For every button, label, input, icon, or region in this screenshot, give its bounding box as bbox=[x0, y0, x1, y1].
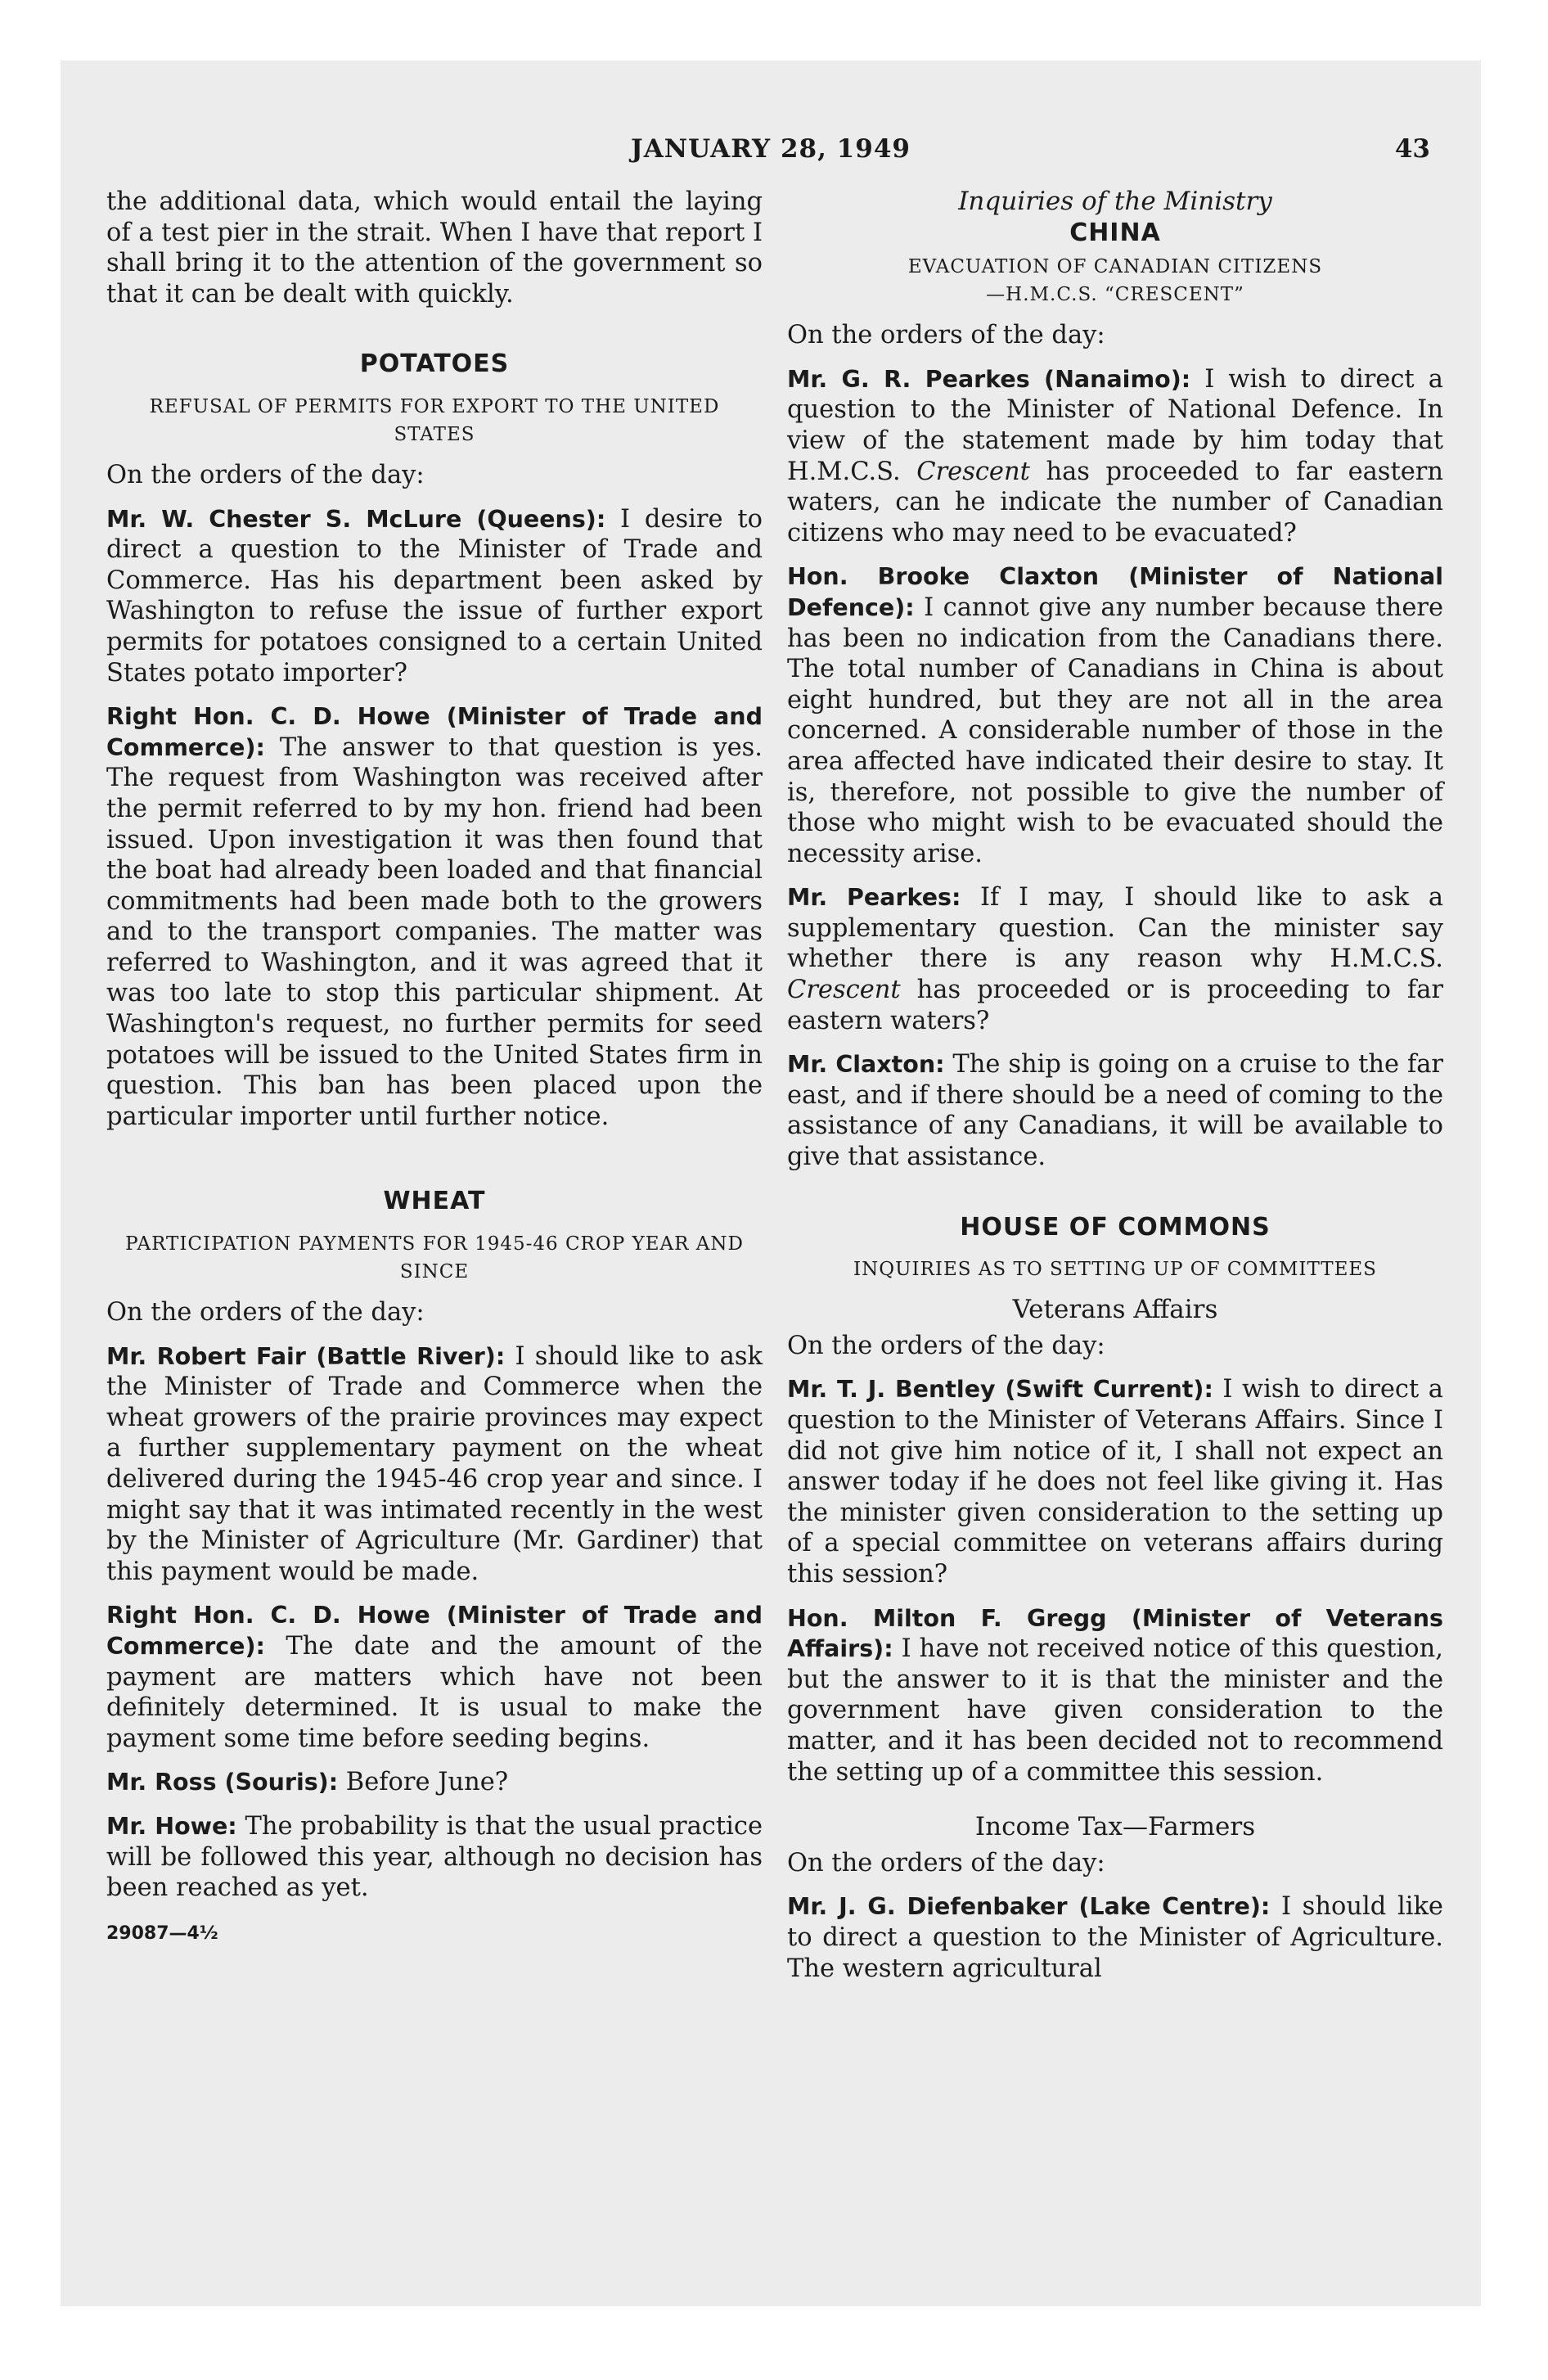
speaker-name: Mr. Robert Fair (Battle River): bbox=[106, 1342, 506, 1370]
speech-text: The answer to that question is yes. The request from Washington was received after the permit referred to by my hon. friend had been issued. Upon investigation it was then found that the boat had already been loaded and that financial commitments had been made both to the growers and to the transport companies. The matter was referred to Washington, and it was agreed that it was too late to stop this particular shipment. At Washington's request, no further permits for seed potatoes will be issued to the United States firm in question. This ban has been placed upon the particular importer until further notice. bbox=[106, 732, 763, 1131]
speech-claxton-reply bbox=[787, 1049, 1443, 1172]
speech-ross bbox=[106, 1767, 763, 1798]
subtitle-veterans-affairs: Veterans Affairs bbox=[1012, 1295, 1218, 1325]
subheading-potatoes: REFUSAL OF PERMITS FOR EXPORT TO THE UNITED STATES bbox=[149, 395, 720, 445]
speech-text: I cannot give any number because there has been no indication from the Canadians there. The total number of Canadians in China is about eight hundred, but they are not all in the area concerned. A considerable number of those in the area affected have indicated their desire to stay. It is, therefore, not possible to give the number of those who might wish to be evacuated should the necessity arise. bbox=[787, 593, 1443, 868]
speech-text: The probability is that the usual practice will be followed this year, although no decision has been reached as yet. bbox=[106, 1811, 763, 1903]
speech-text: I desire to direct a question to the Minister of Trade and Commerce. Has his department been asked by Washington to refuse the issue of further export permits for potatoes consigned to a certain United States potato importer? bbox=[106, 504, 763, 687]
speech-howe-reply bbox=[106, 1811, 763, 1904]
printer-signature: 29087—4½ bbox=[106, 1922, 218, 1944]
speech-diefenbaker bbox=[787, 1891, 1443, 1984]
speech-text: has proceeded or is proceeding to far eastern waters? bbox=[787, 976, 1443, 1035]
page-sheet bbox=[61, 61, 1481, 2306]
ship-name: Crescent bbox=[916, 457, 1030, 486]
speech-text: I wish to direct a question to the Minister of Veterans Affairs. Since I did not give him notice of it, I shall not expect an answer today if he does not feel like giving it. Has the minister given consideration to the setting up of a special committee on veterans affairs during this session? bbox=[787, 1375, 1443, 1589]
speaker-name: Mr. W. Chester S. McLure (Queens): bbox=[106, 505, 606, 533]
section-heading-wheat: WHEAT bbox=[383, 1187, 486, 1216]
left-column bbox=[106, 187, 763, 1949]
subheading-china: EVACUATION OF CANADIAN CITIZENS bbox=[907, 256, 1323, 278]
speech-text: I wish to direct a question to the Minister of National Defence. In view of the statement made by him today that H.M.C.S. bbox=[787, 364, 1443, 486]
speaker-name: Mr. Claxton: bbox=[787, 1051, 945, 1079]
section-heading-potatoes: POTATOES bbox=[359, 349, 510, 379]
speech-text: Before June? bbox=[338, 1768, 509, 1797]
speech-text: The ship is going on a cruise to the far east, and if there should be a need of coming to the assistance of any Canadians, it will be available to give that assistance. bbox=[787, 1050, 1443, 1172]
speaker-name: Mr. G. R. Pearkes (Nanaimo): bbox=[787, 365, 1191, 393]
speech-claxton bbox=[787, 561, 1443, 869]
speech-fair bbox=[106, 1341, 763, 1588]
speaker-name: Mr. J. G. Diefenbaker (Lake Centre): bbox=[787, 1893, 1271, 1921]
speech-text: If I may, I should like to ask a supplementary question. Can the minister say whether there is any reason why H.M.C.S. bbox=[787, 883, 1444, 974]
orders-of-day: On the orders of the day: bbox=[787, 1848, 1105, 1877]
orders-of-day: On the orders of the day: bbox=[787, 1331, 1105, 1360]
speaker-name: Mr. T. J. Bentley (Swift Current): bbox=[787, 1376, 1213, 1404]
speaker-name: Hon. Brooke Claxton (Minister of National Defence): bbox=[787, 563, 1443, 621]
speaker-name: Right Hon. C. D. Howe (Minister of Trade and Commerce): bbox=[106, 703, 763, 761]
page-number: 43 bbox=[1394, 134, 1430, 164]
speech-mclure bbox=[106, 504, 763, 689]
speaker-name: Mr. Ross (Souris): bbox=[106, 1769, 339, 1796]
speaker-name: Mr. Howe: bbox=[106, 1812, 237, 1840]
section-heading-commons: HOUSE OF COMMONS bbox=[960, 1212, 1271, 1242]
orders-of-day: On the orders of the day: bbox=[106, 460, 425, 489]
speech-pearkes-supplementary bbox=[787, 882, 1443, 1036]
right-column bbox=[787, 187, 1443, 1997]
speech-howe-wheat bbox=[106, 1600, 763, 1754]
subheading-committees: INQUIRIES AS TO SETTING UP OF COMMITTEES bbox=[853, 1259, 1377, 1281]
speech-bentley bbox=[787, 1374, 1443, 1589]
speech-text: I have not received notice of this question, but the answer to it is that the minister and the government have given consideration to the matter, and it has been decided not to recommend the setting up of a committee this session. bbox=[787, 1634, 1443, 1787]
orders-of-day: On the orders of the day: bbox=[787, 321, 1105, 350]
speaker-name: Right Hon. C. D. Howe (Minister of Trade and Commerce): bbox=[106, 1602, 763, 1660]
subtitle-income-tax: Income Tax—Farmers bbox=[974, 1812, 1256, 1842]
speech-text: has proceeded to far eastern waters, can he indicate the number of Canadian citizens who may need to be evacuated? bbox=[787, 457, 1443, 548]
subheading-crescent: —H.M.C.S. “CRESCENT” bbox=[986, 284, 1244, 306]
page-header bbox=[61, 134, 1481, 175]
speech-pearkes bbox=[787, 364, 1443, 549]
continued-paragraph: the additional data, which would entail the laying of a test pier in the strait. When I have that report I shall bring it to the attention of the government so that it can be dealt with quickly. bbox=[106, 187, 763, 309]
speaker-name: Mr. Pearkes: bbox=[787, 884, 961, 912]
ship-name: Crescent bbox=[787, 976, 901, 1005]
inquiries-heading: Inquiries of the Ministry bbox=[958, 187, 1272, 216]
speech-text: I should like to direct a question to the Minister of Agriculture. The western agricultural bbox=[787, 1892, 1443, 1983]
header-date: JANUARY 28, 1949 bbox=[631, 134, 911, 164]
orders-of-day: On the orders of the day: bbox=[106, 1298, 425, 1327]
subheading-wheat: PARTICIPATION PAYMENTS FOR 1945-46 CROP YEAR AND SINCE bbox=[125, 1233, 744, 1283]
speech-text: The date and the amount of the payment are matters which have not been definitely determined. It is usual to make the payment some time before seeding begins. bbox=[106, 1631, 763, 1753]
speech-text: I should like to ask the Minister of Trade and Commerce when the wheat growers of the prairie provinces may expect a further supplementary payment on the wheat delivered during the 1945-46 crop year and since. I might say that it was intimated recently in the west by the Minister of Agriculture (Mr. Gardiner) that this payment would be made. bbox=[106, 1341, 763, 1586]
speech-gregg bbox=[787, 1603, 1443, 1788]
section-heading-china: CHINA bbox=[1069, 218, 1161, 247]
speech-howe bbox=[106, 701, 763, 1132]
speaker-name: Hon. Milton F. Gregg (Minister of Veterans Affairs): bbox=[787, 1604, 1443, 1663]
